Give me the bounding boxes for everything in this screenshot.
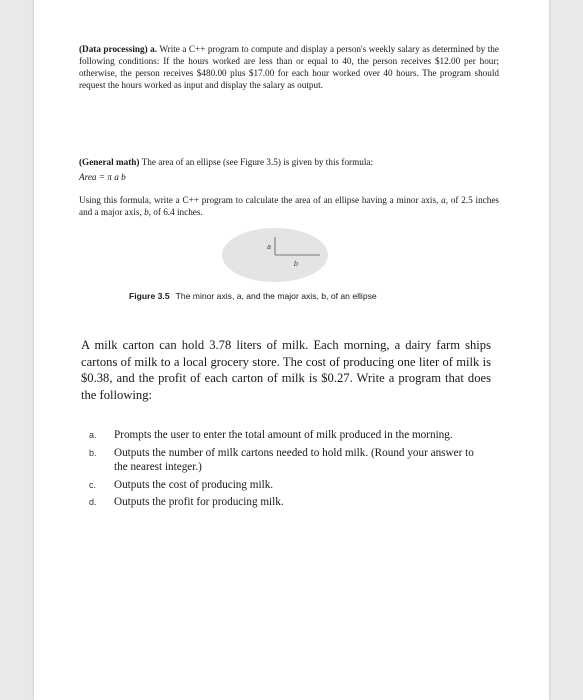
problem-general-math-task [79, 194, 499, 218]
problem-data-processing [79, 43, 499, 91]
task-text-3: , of 6.4 inches. [148, 207, 203, 217]
list-marker: d. [89, 497, 97, 507]
list-marker: c. [89, 479, 97, 490]
problem-label: (General math) [79, 157, 140, 167]
figure-number: Figure 3.5 [129, 291, 170, 301]
problem-label: (Data processing) [79, 44, 148, 54]
figure-caption [129, 291, 509, 301]
minor-axis-label: a [267, 244, 271, 251]
list-item-text: Outputs the profit for producing milk. [114, 496, 284, 508]
list-item [89, 446, 489, 475]
major-axis-label: b [294, 261, 298, 268]
list-item [89, 478, 489, 493]
task-text-1: Using this formula, write a C++ program to calculate the area of an ellipse having a minor axis, [79, 195, 439, 205]
list-item-text: Prompts the user to enter the total amount of milk produced in the morning. [114, 429, 453, 441]
document-page [34, 0, 549, 700]
ellipse-figure [222, 228, 328, 282]
var-a: a [441, 195, 446, 205]
task-list [89, 428, 489, 513]
list-marker: b. [89, 447, 97, 458]
problem-milk-carton: A milk carton can hold 3.78 liters of milk. Each morning, a dairy farm ships cartons of milk to a local grocery store. The cost of producing one liter of milk is $0.38, and the profit of each carton of milk is $0.27. Write a program that does the following: [81, 338, 491, 402]
problem-text: Write a C++ program to compute and display a person's weekly salary as determined by the following conditions: If the hours worked are less than or equal to 40, the person receives $12.00 per hour; otherwise, the person receives $480.00 plus $17.00 for each hour worked over 40 hours. The program should request the hours worked as input and display the salary as output. [79, 44, 499, 90]
list-item [89, 495, 489, 510]
list-item-text: Outputs the cost of producing milk. [114, 478, 274, 491]
area-formula: Area = π a b [79, 172, 126, 182]
var-b: b [144, 207, 149, 217]
list-item-text: Outputs the number of milk cartons needed to hold milk. (Round your answer to the nearest integer.) [114, 446, 474, 473]
task-text-2: , of 2.5 inches and a major axis, [79, 195, 500, 217]
list-marker: a. [89, 430, 97, 440]
problem-part: a. [150, 44, 158, 54]
list-item [89, 428, 489, 443]
problem-general-math-intro [79, 156, 499, 168]
problem-intro: The area of an ellipse (see Figure 3.5) is given by this formula: [141, 157, 374, 167]
figure-caption-text: The minor axis, a, and the major axis, b, of an ellipse [175, 291, 377, 301]
